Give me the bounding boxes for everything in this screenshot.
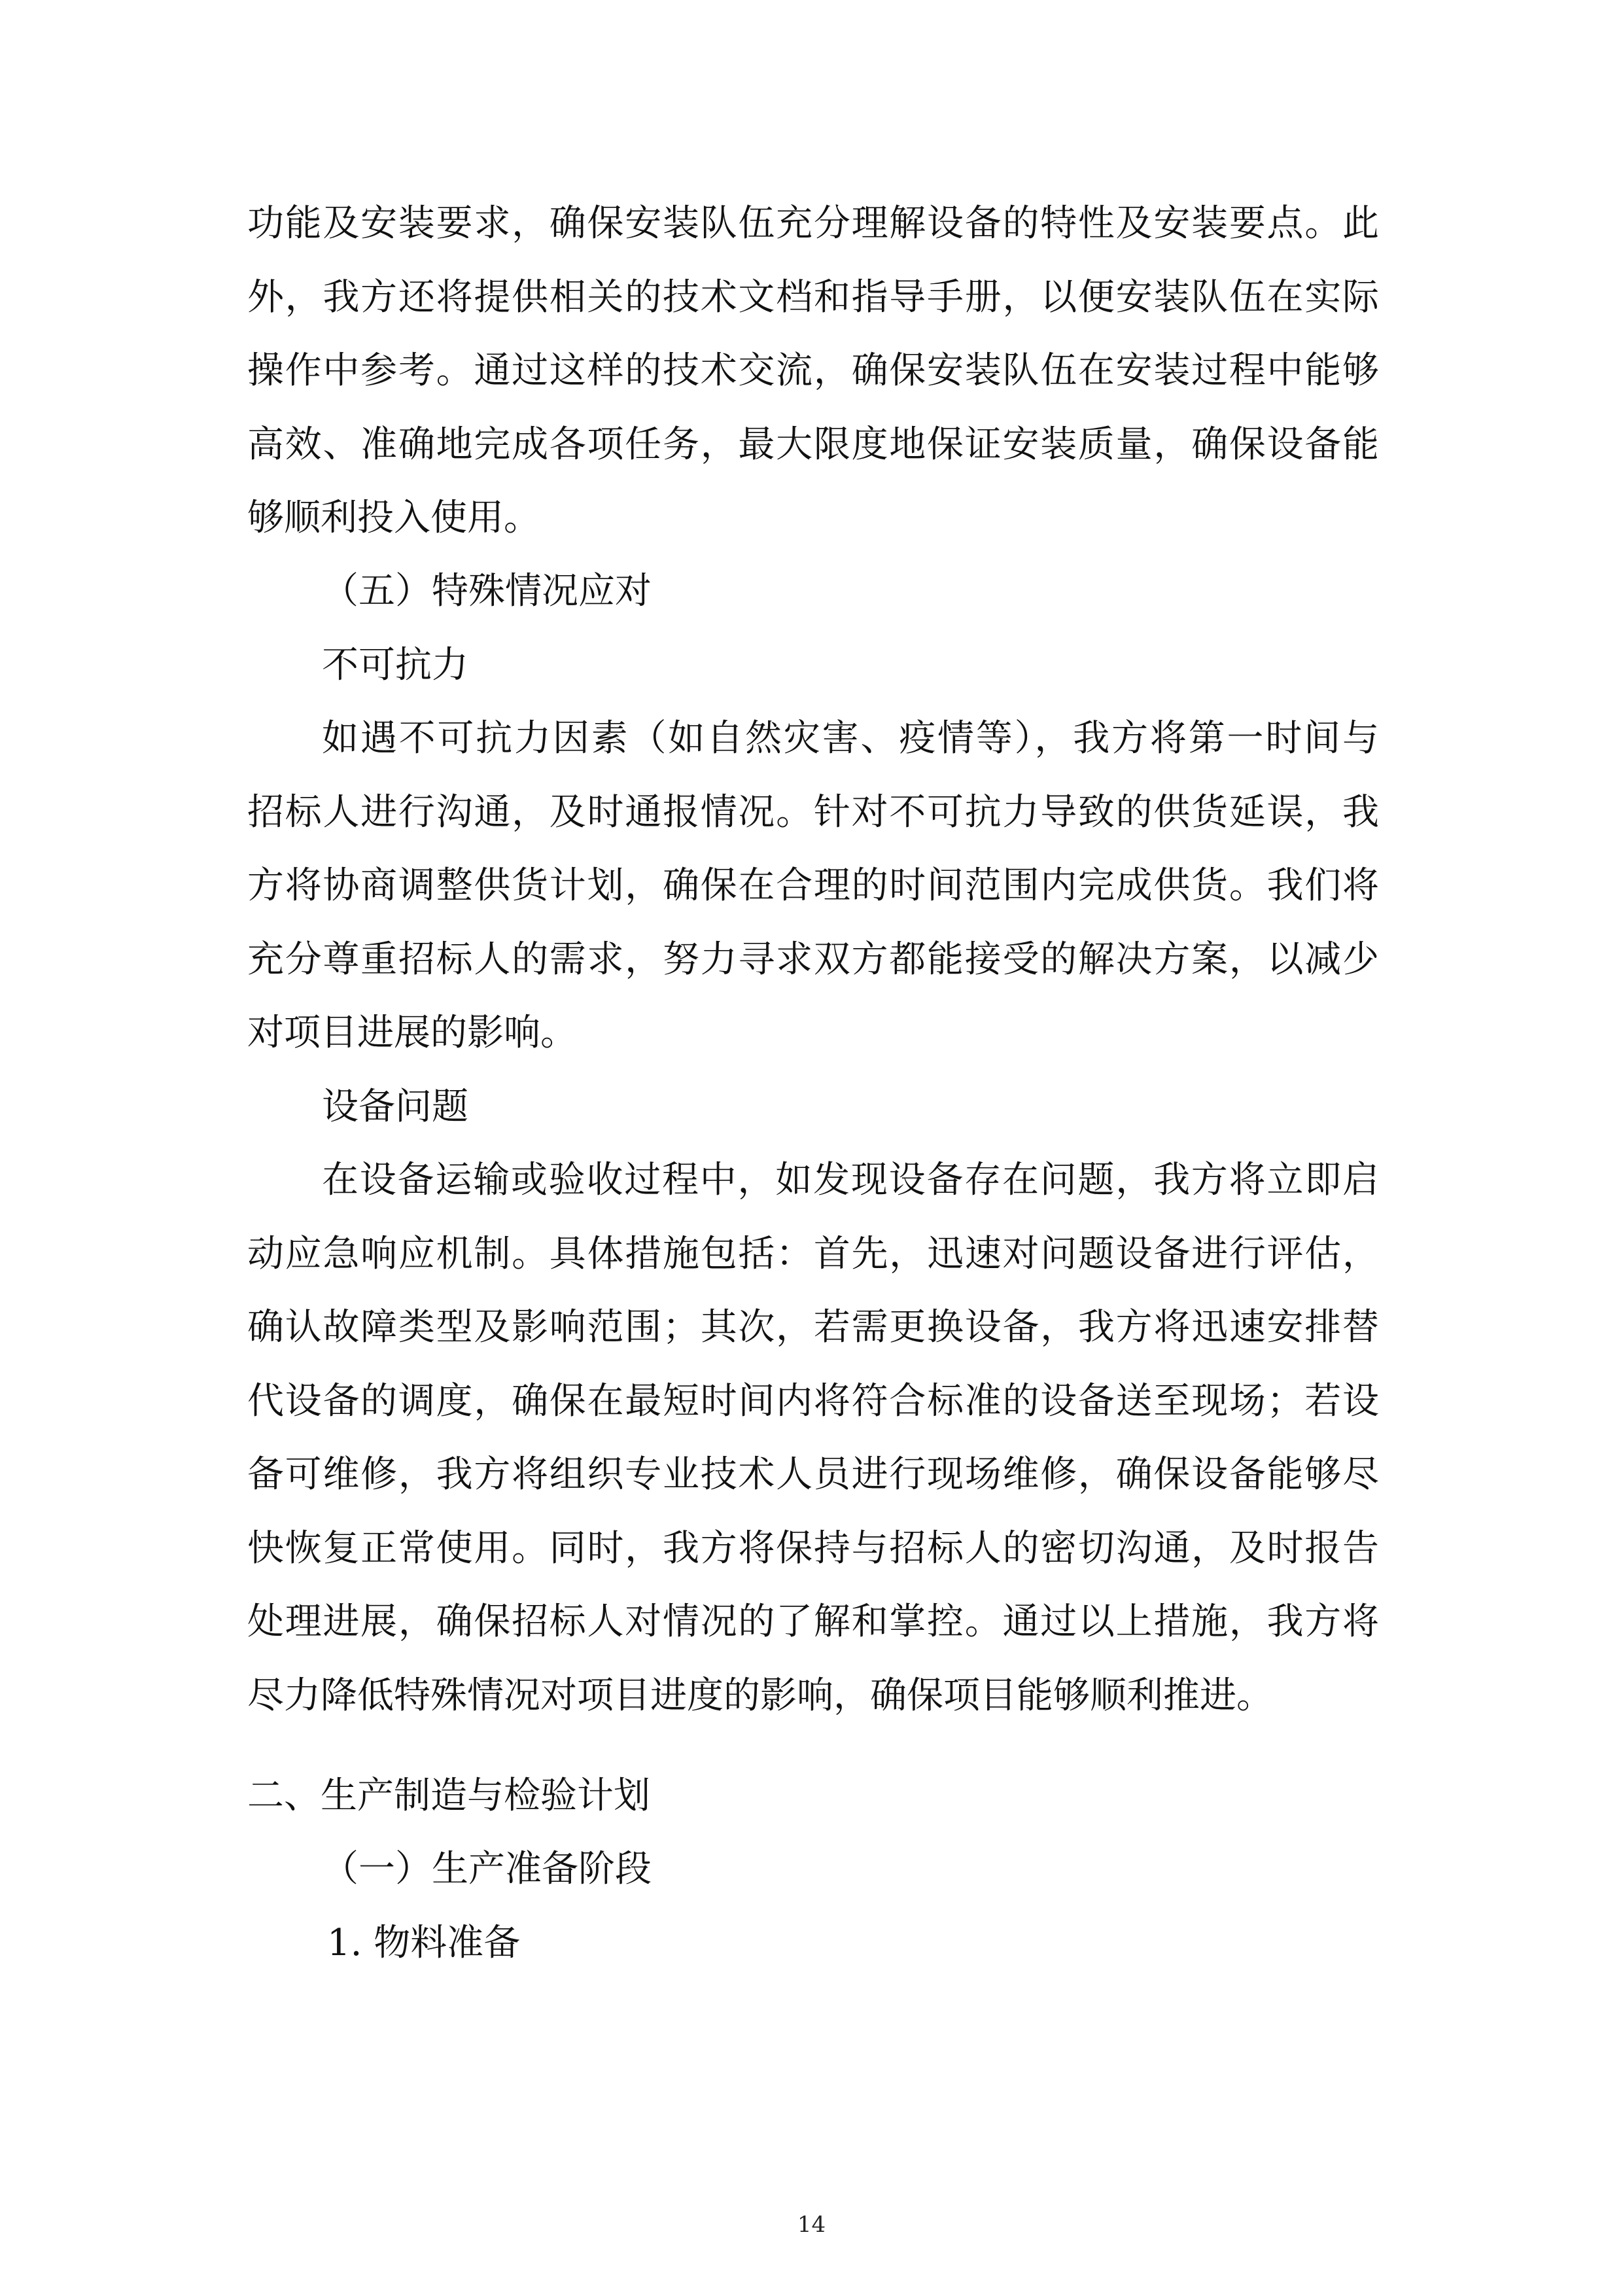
paragraph-line: 备可维修，我方将组织专业技术人员进行现场维修，确保设备能够尽 bbox=[247, 1453, 1379, 1496]
paragraph-line: 尽力降低特殊情况对项目进度的影响，确保项目能够顺利推进。 bbox=[247, 1674, 1273, 1717]
paragraph-line: 快恢复正常使用。同时，我方将保持与招标人的密切沟通，及时报告 bbox=[247, 1527, 1379, 1570]
paragraph-line: 充分尊重招标人的需求，努力寻求双方都能接受的解决方案，以减少 bbox=[247, 938, 1379, 981]
paragraph-line: 外，我方还将提供相关的技术文档和指导手册，以便安装队伍在实际 bbox=[247, 276, 1379, 319]
paragraph-line: 操作中参考。通过这样的技术交流，确保安装队伍在安装过程中能够 bbox=[247, 349, 1379, 392]
paragraph-line: 如遇不可抗力因素（如自然灾害、疫情等），我方将第一时间与 bbox=[322, 717, 1379, 760]
paragraph-line: 动应急响应机制。具体措施包括：首先，迅速对问题设备进行评估， bbox=[247, 1233, 1379, 1275]
paragraph-line: 功能及安装要求，确保安装队伍充分理解设备的特性及安装要点。此 bbox=[247, 202, 1379, 245]
chapter-heading: 二、生产制造与检验计划 bbox=[247, 1775, 650, 1817]
paragraph-line: 对项目进展的影响。 bbox=[247, 1012, 577, 1054]
paragraph-line: 处理进展，确保招标人对情况的了解和掌控。通过以上措施，我方将 bbox=[247, 1600, 1379, 1643]
section-heading: （五）特殊情况应对 bbox=[322, 570, 652, 612]
section-heading: （一）生产准备阶段 bbox=[322, 1848, 652, 1890]
paragraph-line: 方将协商调整供货计划，确保在合理的时间范围内完成供货。我们将 bbox=[247, 864, 1379, 907]
numbered-item-heading: 1. 物料准备 bbox=[327, 1922, 521, 1964]
paragraph-line: 高效、准确地完成各项任务，最大限度地保证安装质量，确保设备能 bbox=[247, 423, 1379, 466]
paragraph-line: 在设备运输或验收过程中，如发现设备存在问题，我方将立即启 bbox=[322, 1159, 1379, 1201]
subsection-heading: 设备问题 bbox=[322, 1086, 468, 1128]
page-number: 14 bbox=[797, 2212, 826, 2238]
paragraph-line: 够顺利投入使用。 bbox=[247, 497, 540, 539]
paragraph-line: 代设备的调度，确保在最短时间内将符合标准的设备送至现场；若设 bbox=[247, 1380, 1379, 1422]
paragraph-line: 招标人进行沟通，及时通报情况。针对不可抗力导致的供货延误，我 bbox=[247, 791, 1379, 834]
paragraph-line: 确认故障类型及影响范围；其次，若需更换设备，我方将迅速安排替 bbox=[247, 1306, 1379, 1349]
subsection-heading: 不可抗力 bbox=[322, 644, 468, 686]
